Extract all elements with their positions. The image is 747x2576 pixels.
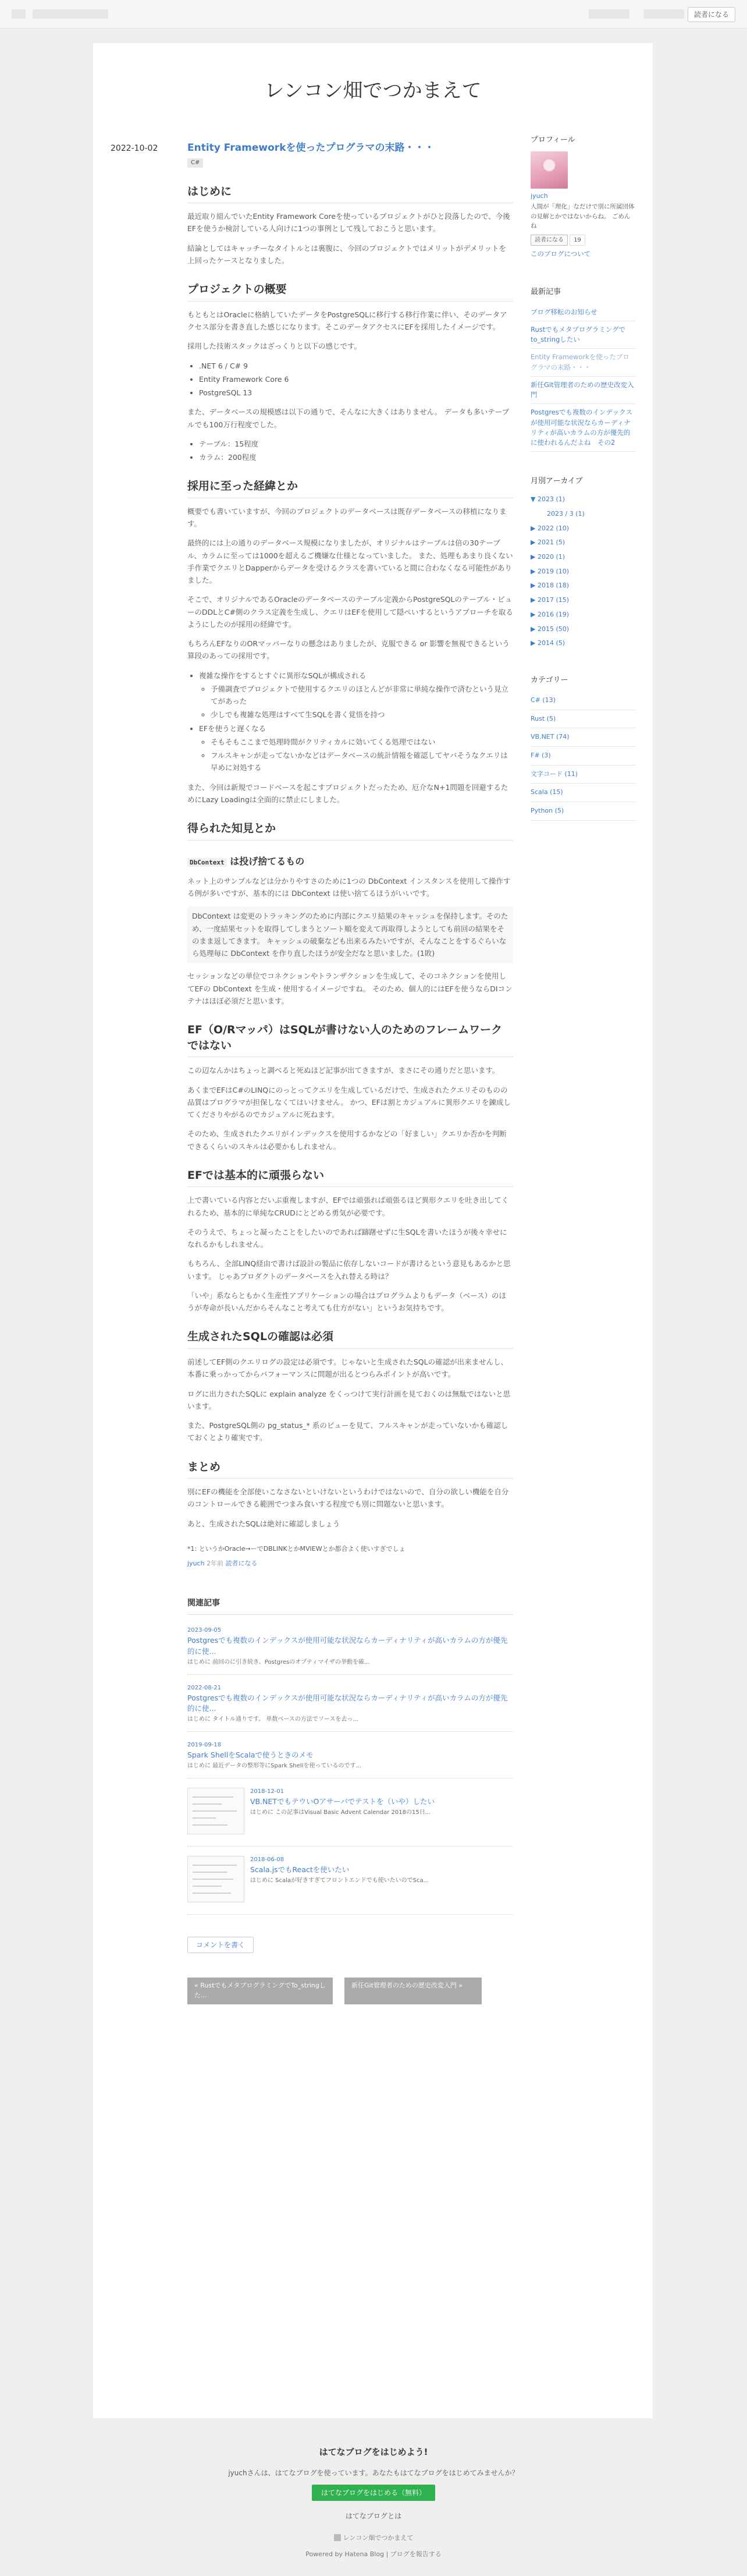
recent-entry-link[interactable]: Postgresでも複数のインデックスが使用可能な状況ならカーディナリティが高いカラムの方が優先的に使われるんだよね その2 (531, 404, 635, 452)
blog-container (93, 43, 653, 2418)
recent-entry-link[interactable]: 新任Git管理者のための歴史改変入門 (531, 377, 635, 405)
article (187, 141, 513, 2004)
hatena-logo-icon[interactable] (12, 9, 26, 19)
list-item: ◦ 予備調査でプロジェクトで使用するクエリのほとんどが非常に単純な操作で済むという見立てがあった (211, 683, 513, 708)
entry-date[interactable]: 2022-10-02 (111, 144, 158, 153)
follow-row (531, 235, 635, 246)
archive-month[interactable]: 2023 / 3 (1) (547, 510, 585, 518)
category-link[interactable]: 文字コード (11) (531, 766, 635, 784)
search-box[interactable] (33, 9, 108, 19)
toolbar-link[interactable] (643, 9, 684, 19)
category-module (531, 674, 635, 821)
section-heading: まとめ (187, 1459, 513, 1479)
footer-blog-link (0, 2533, 747, 2544)
profile-description: 人間が「理化」なだけで別に所属団体の見解とかではないからね。 ごめんね (531, 203, 635, 230)
related-date: 2019-09-18 (187, 1742, 222, 1749)
paragraph: そのうえで、ちょっと凝ったことをしたいのであれば躊躇せずに生SQLを書いたほうが後々幸せになれるかもしれません。 (187, 1227, 507, 1249)
avatar[interactable] (531, 151, 568, 189)
related-item[interactable] (187, 1784, 513, 1847)
entry-footer (187, 1558, 513, 1569)
list-item: ◦ フルスキャンが走ってないかなどはデータベースの統計情報を確認してヤバそうなクエリは早めに対処する (211, 749, 513, 774)
related-title[interactable]: Scala.jsでもReactを使いたい (250, 1865, 350, 1874)
related-title[interactable]: Spark ShellをScalaで使うときのメモ (187, 1751, 314, 1760)
related-excerpt: はじめに この記事はVisual Basic Advent Calendar 2018の15日... (250, 1809, 431, 1816)
list-item (199, 669, 513, 721)
section-heading: 得られた知見とか (187, 821, 513, 841)
list-item: ◦ そもそもここまで処理時間がクリティカルに効いてくる処理ではない (211, 736, 513, 748)
related-heading: 関連記事 (187, 1597, 513, 1615)
related-thumbnail[interactable] (187, 1856, 244, 1902)
about-link[interactable]: このブログについて (531, 250, 591, 258)
archive-year[interactable]: ▶ 2021 (5) (531, 538, 565, 547)
follow-button[interactable]: 読者になる (531, 235, 568, 246)
subsection-heading: EF（O/Rマッパ）はSQLが書けない人のためのフレームワークではない (187, 1022, 513, 1057)
module-heading: プロフィール (531, 136, 575, 144)
next-entry-button[interactable]: 新任Git管理者のための歴史改変入門 » (344, 1978, 482, 2004)
start-blog-button[interactable]: はてなブログをはじめる（無料） (312, 2485, 435, 2501)
module-heading: 月別アーカイブ (531, 477, 583, 486)
related-title[interactable]: Postgresでも複数のインデックスが使用可能な状況ならカーディナリティが高いカラムの方が優先的に使... (187, 1693, 508, 1713)
related-title[interactable]: Postgresでも複数のインデックスが使用可能な状況ならカーディナリティが高いカラムの方が優先的に使... (187, 1636, 508, 1656)
footer-heading: はてなブログをはじめよう! (319, 2447, 428, 2457)
paragraph: DbContext は変更のトラッキングのために内部にクエリ結果のキャッシュを保持します。そのため、一度結果セットを取得してしまうとソート順を変えて再取得しようとしても前回の結果をそのまま返してきます。 キャッシュの破棄なども出来るみたいですが、そんなことをするぐらいなら処理毎に DbContext を作り直したほうが安全だなと思いました。(1敗) (187, 906, 513, 963)
related-excerpt: はじめに タイトル通りです。 単数ベースの方法でソースを去っ... (187, 1716, 358, 1723)
archive-year[interactable]: ▶ 2014 (5) (531, 639, 565, 647)
paragraph: また、データベースの規模感は以下の通りで、そんなに大きくはありません。 データも多いテーブルでも100万行程度でした。 (187, 408, 510, 429)
paragraph: 概要でも書いていますが、今回のプロジェクトのデータベースは既存データベースの移植になります。 (187, 506, 507, 529)
recent-entry-link[interactable]: Rustでもメタプログラミングでto_stringしたい (531, 321, 635, 349)
paragraph: 最終的には上の通りのデータベース規模になりましたが、オリジナルはテーブルは倍の30テーブル、カラムに至っては1000を超えるご機嫌な仕様となっていました。 また、処理もあまり良くない手作業でクエリとDapperからデータを受けるクラスを書いていると間に合わなくなる可能性がありました。 (187, 538, 513, 585)
category-tag[interactable]: C# (187, 158, 203, 168)
sidebar (531, 134, 635, 844)
category-link[interactable]: Scala (15) (531, 784, 635, 802)
footnote: *1: というかOracle→ーでDBLINKとかMVIEWとか都合よく使いすぎでしょ (187, 1544, 405, 1553)
write-comment-button[interactable]: コメントを書く (187, 1937, 254, 1953)
list-item (199, 722, 513, 774)
archive-year[interactable]: ▶ 2017 (15) (531, 596, 570, 604)
tech-stack-list (187, 360, 513, 399)
related-excerpt: はじめに 最近データの整形等にSpark Shellを使っているのです... (187, 1762, 362, 1769)
inline-code: DbContext (187, 858, 227, 867)
related-item[interactable] (187, 1738, 513, 1778)
section-heading: プロジェクトの概要 (187, 282, 513, 302)
related-excerpt: はじめに Scalaが好きすぎてフロントエンドでも使いたいのでSca... (250, 1877, 429, 1884)
db-size-list (187, 438, 513, 464)
paragraph: ネット上のサンプルなどは分かりやすさのために1つの DbContext インスタンスを使用して操作する例が多いですが、基本的には DbContext は使い捨てるほうがいいです。 (187, 876, 511, 898)
archive-year[interactable]: ▶ 2018 (18) (531, 582, 570, 590)
category-link[interactable]: C# (13) (531, 692, 635, 710)
list-item: • Entity Framework Core 6 (199, 373, 513, 385)
profile-name[interactable]: jyuch (531, 192, 548, 200)
archive-module (531, 475, 635, 651)
follower-count: 19 (570, 235, 585, 246)
list-item: • PostgreSQL 13 (199, 387, 513, 399)
archive-year[interactable]: ▶ 2022 (10) (531, 524, 570, 532)
paragraph: 「いや」系ならともかく生産性アプリケーションの場合はプログラムよりもデータ（ベース）のほうが寿命が長いんだからそんなこと考えても仕方がない」というお気持ちです。 (187, 1291, 507, 1313)
paragraph: 別にEFの機能を全部使いこなさないといけないというわけではないので、自分の欲しい機能を自分のコントロールできる範囲でつまみ食いする程度でも別に問題ないと思います。 (187, 1487, 509, 1509)
related-item[interactable] (187, 1623, 513, 1675)
paragraph: 最近取り組んでいたEntity Framework Coreを使っているプロジェクトがひと段落したので、今後EFを使うか検討している人向けに1つの事例として残しておこうと思います。 (187, 212, 510, 233)
module-heading: 最新記事 (531, 288, 561, 297)
paragraph: 上で書いている内容とだいぶ重複しますが、EFでは頑張れば頑張るほど異形クエリを吐き出してくれるため、基本的に単純なCRUDにとどめる勇気が必要です。 (187, 1196, 509, 1217)
subsection-heading: 生成されたSQLの確認は必須 (187, 1329, 513, 1349)
category-link[interactable]: Rust (5) (531, 710, 635, 729)
list-item: ◦ 少しでも複雑な処理はすべて生SQLを書く覚悟を持つ (211, 708, 513, 721)
section-heading: 採用に至った経緯とか (187, 479, 513, 498)
powered-by[interactable]: Powered by Hatena Blog | ブログを報告する (305, 2550, 442, 2559)
paragraph: 前述してEF側のクエリログの設定は必須です。じゃないと生成されたSQLの確認が出来ませんし、本番に乗っかってからパフォーマンスに問題が出るとつらみポイントが高いです。 (187, 1358, 508, 1379)
list-item: • .NET 6 / C# 9 (199, 360, 513, 372)
subscribe-link[interactable]: 読者になる (225, 1559, 258, 1567)
paragraph: 結論としてはキャッチーなタイトルとは裏腹に、今回のプロジェクトではメリットがデメリットを上回ったケースとなりました。 (187, 243, 507, 265)
category-link[interactable]: VB.NET (74) (531, 728, 635, 747)
list-item: • テーブル：15程度 (199, 438, 513, 450)
author-link[interactable]: jyuch (187, 1559, 205, 1567)
paragraph: もともとはOracleに格納していたデータをPostgreSQLに移行する移行作業に伴い、そのデータアクセス部分を書き直した感じになります。そこのデータアクセスにEFを採用したイメージです。 (187, 310, 507, 332)
archive-year[interactable]: ▼ 2023 (1) (531, 495, 565, 504)
related-date: 2018-06-08 (250, 1856, 284, 1863)
list-item-text: 複雑な操作をするとすぐに異形なSQLが構成される (199, 671, 367, 680)
paragraph: セッションなどの単位でコネクションやトランザクションを生成して、そのコネクションを使用してEFの DbContext を生成・使用するイメージですね。 そのため、個人的にはEFを使うならDIコンテナはほぼ必須だと思います。 (187, 972, 513, 1005)
subsection-heading: EFでは基本的に頑張らない (187, 1168, 513, 1188)
related-title[interactable]: VB.NETでもテウいOアサーバでテストを（いや）したい (250, 1797, 435, 1806)
related-excerpt: はじめに 前回のに引き続き、Postgresのオプティマイザの挙動を確... (187, 1659, 370, 1666)
archive-year[interactable]: ▶ 2016 (19) (531, 610, 570, 618)
module-heading: カテゴリー (531, 675, 568, 685)
entry-title[interactable]: Entity Frameworkを使ったプログラマの末路・・・ (187, 142, 435, 154)
paragraph: もちろんEFなりのORマッパーなりの懸念はありましたが、克服できる or 影響を無視できるという算段のあっての採用です。 (187, 639, 510, 661)
list-item-text: EFを使うと遅くなる (199, 724, 266, 733)
related-date: 2022-08-21 (187, 1684, 222, 1691)
related-thumbnail[interactable] (187, 1788, 244, 1834)
category-link[interactable]: F# (3) (531, 747, 635, 766)
section-heading: はじめに (187, 184, 513, 204)
hatena-icon (334, 2534, 341, 2541)
archive-year[interactable]: ▶ 2019 (10) (531, 567, 570, 575)
footer-subtext: jyuchさんは、はてなブログを使っています。あなたもはてなブログをはじめてみませんか？ (228, 2468, 519, 2477)
related-item[interactable] (187, 1852, 513, 1915)
footer-blog-name[interactable]: レンコン畑でつかまえて (343, 2534, 414, 2542)
about-hatena-link[interactable]: はてなブログとは (345, 2512, 402, 2521)
related-entries (187, 1597, 513, 1915)
toolbar-link[interactable] (589, 9, 629, 19)
entry-age[interactable]: 2年前 (207, 1559, 224, 1567)
paragraph: そのため、生成されたクエリがインデックスを使用するかなどの「好ましい」クエリか否かを判断できるくらいのスキルは必要かもしれません。 (187, 1129, 507, 1151)
paragraph: また、PostgreSQL側の pg_status_* 系のビューを見て、フルスキャンが走っていないかも確認しておくとより確実です。 (187, 1421, 508, 1443)
paragraph: そこで、オリジナルであるOracleのデータベースのテーブル定義からPostgreSQLのテーブル・ビューのDDLとC#側のクラス定義を生成し、クエリはEFを使用して隠ぺいするというアプローチを取るようにしたのが採用の経緯です。 (187, 595, 513, 629)
related-item[interactable] (187, 1681, 513, 1732)
blog-title[interactable]: レンコン畑でつかまえて (264, 79, 482, 102)
related-date: 2023-09-05 (187, 1627, 222, 1634)
archive-year[interactable]: ▶ 2015 (50) (531, 625, 570, 633)
subsection-heading (187, 853, 513, 869)
page-footer (0, 2418, 747, 2560)
category-link[interactable]: Python (5) (531, 802, 635, 821)
related-date: 2018-12-01 (250, 1788, 284, 1795)
list-item: • カラム：200程度 (199, 451, 513, 463)
paragraph: もちろん、全部LINQ経由で書けば設計の製品に依存しないコードが書けるという意見もあるかと思います。 じゃあプロダクトのデータベースを入れ替える時は？ (187, 1259, 511, 1281)
archive-year[interactable]: ▶ 2020 (1) (531, 553, 565, 561)
recent-entries-module (531, 286, 635, 452)
recent-entry-link[interactable]: ブログ移転のお知らせ (531, 304, 635, 321)
recent-entry-link[interactable]: Entity Frameworkを使ったプログラマの末路・・・ (531, 349, 635, 377)
subscribe-button[interactable]: 読者になる (688, 7, 735, 22)
paragraph: この辺なんかはちょっと調べると死ぬほど記事が出てきますが、まさにその通りだと思います。 (187, 1066, 500, 1075)
profile-module (531, 134, 635, 263)
paragraph: ログに出力されたSQLに explain analyze をくっつけて実行計画を見ておくのは無駄ではないと思います。 (187, 1389, 511, 1411)
heading-text: は投げ捨てるもの (230, 855, 305, 867)
paragraph: 採用した技術スタックはざっくりと以下の感じです。 (187, 342, 362, 351)
top-toolbar (0, 0, 747, 29)
paragraph: あくまでEFはC#のLINQにのっとってクエリを生成しているだけで、生成されたクエリそのものの品質はプログラマが担保しなくてはいけません。 かつ、EFは割とカジュアルに異形クエリを錬成してくださりやがるのでカジュアルに死ねます。 (187, 1085, 511, 1119)
paragraph: あと、生成されたSQLは絶対に確認しましょう (187, 1519, 340, 1528)
entry-pager (187, 1978, 513, 2004)
concern-list (187, 669, 513, 774)
prev-entry-button[interactable]: « RustでもメタプログラミングでTo_stringした... (187, 1978, 333, 2004)
paragraph: また、今回は新規でコードベースを起こすプロジェクトだったため、厄介なN+1問題を回避するためにLazy Loadingは全面的に禁止にしました。 (187, 782, 508, 804)
